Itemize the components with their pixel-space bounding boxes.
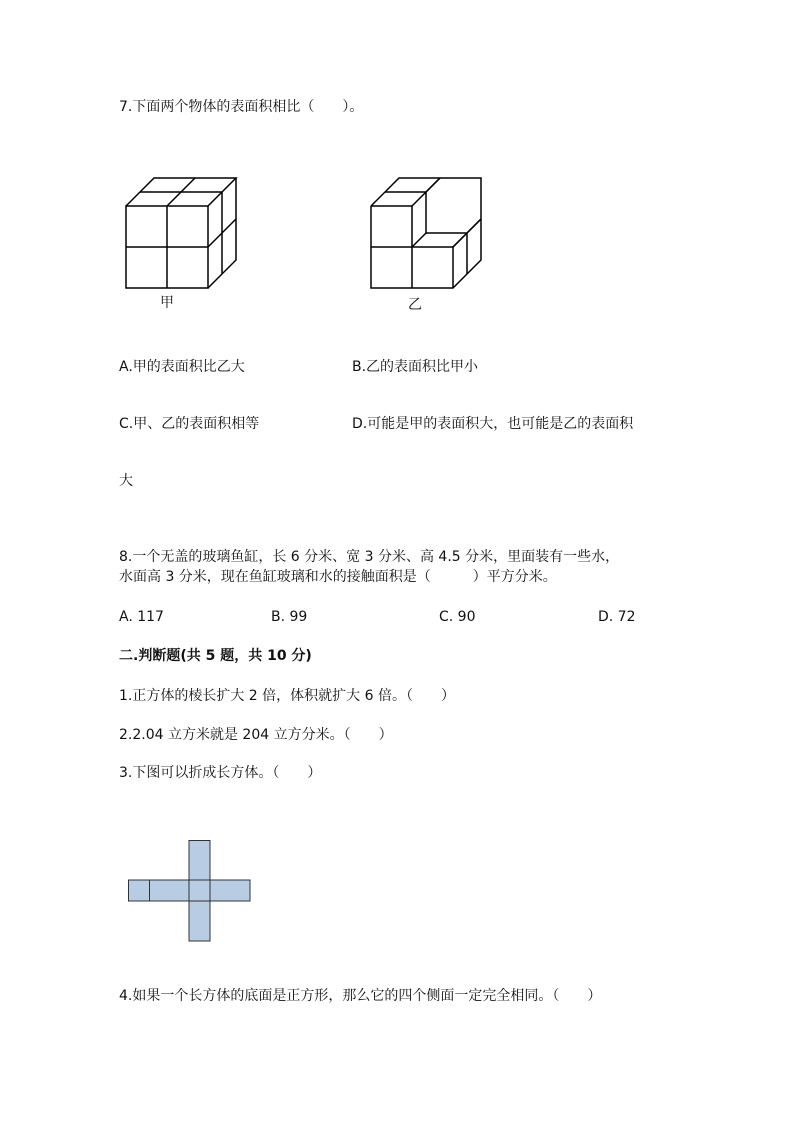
q7-stem: 7.下面两个物体的表面积相比（ ）。 — [119, 99, 364, 115]
q7-option-a: A.甲的表面积比乙大 — [119, 359, 245, 375]
label-yi: 乙 — [408, 297, 422, 313]
q7-option-d: D.可能是甲的表面积大，也可能是乙的表面积 — [352, 416, 634, 432]
judge-item-2: 2.2.04 立方米就是 204 立方分米。（ ） — [119, 727, 393, 743]
judge-item-4: 4.如果一个长方体的底面是正方形，那么它的四个侧面一定完全相同。（ ） — [119, 988, 602, 1004]
q7-option-d-continued: 大 — [119, 473, 133, 489]
q8-stem-line2: 水面高 3 分米，现在鱼缸玻璃和水的接触面积是（ ）平方分米。 — [119, 569, 557, 585]
section2-heading: 二.判断题(共 5 题，共 10 分) — [119, 648, 312, 664]
judge-item-1: 1.正方体的棱长扩大 2 倍，体积就扩大 6 倍。（ ） — [119, 688, 455, 704]
q7-option-c: C.甲、乙的表面积相等 — [119, 416, 260, 432]
q8-option-a: A. 117 — [119, 609, 164, 625]
q8-stem-line1: 8.一个无盖的玻璃鱼缸，长 6 分米、宽 3 分米、高 4.5 分米，里面装有一些水， — [119, 549, 620, 565]
cube-figure-jia — [120, 172, 240, 292]
q8-option-b: B. 99 — [271, 609, 308, 625]
box-net-figure — [128, 840, 252, 944]
q8-option-c: C. 90 — [439, 609, 476, 625]
q7-option-b: B.乙的表面积比甲小 — [352, 359, 479, 375]
q8-option-d: D. 72 — [598, 609, 636, 625]
cube-figure-yi — [365, 172, 485, 292]
judge-item-3: 3.下图可以折成长方体。（ ） — [119, 765, 322, 781]
label-jia: 甲 — [160, 295, 174, 311]
